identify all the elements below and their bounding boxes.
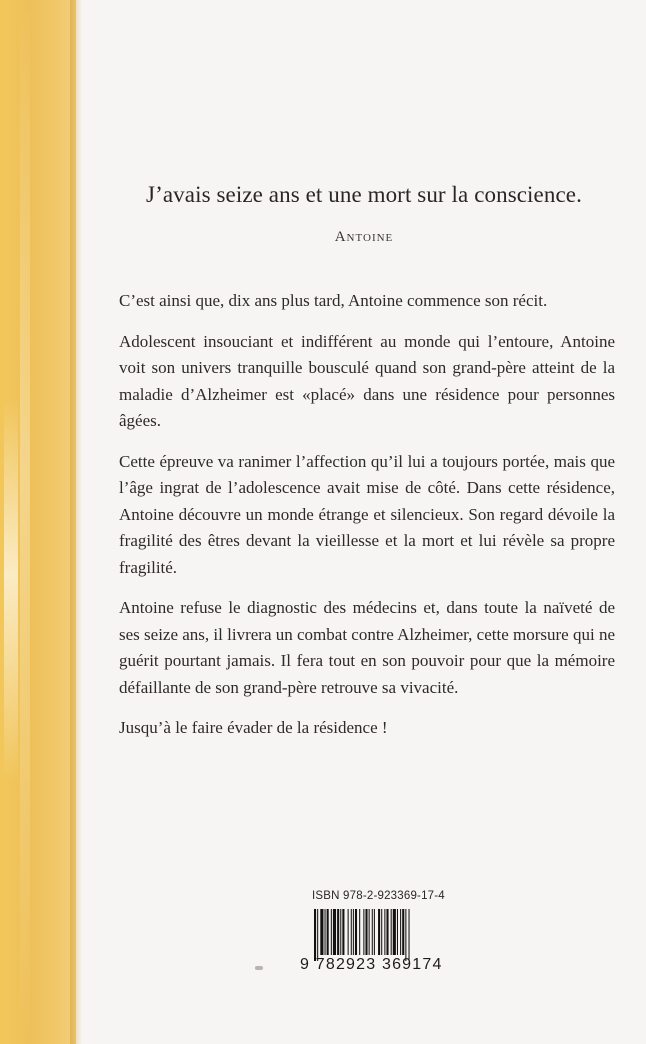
spine-highlight xyxy=(4,0,18,1044)
barcode-bar xyxy=(402,909,404,955)
barcode-bar xyxy=(327,909,329,955)
barcode-bar xyxy=(317,909,318,961)
blurb-paragraph-3: Cette épreuve va ranimer l’affection qu’il lui a toujours portée, mais que l’âge ingrat de l’adolescence avait mise de côté. Dans cette résidence, Antoine découvre un monde étrange et silencieux. Son regard dévoile la fragilité des êtres devant la vieillesse et la mort et lui révèle sa propre fragilité. xyxy=(119,451,615,577)
blurb-paragraph-2: Adolescent insouciant et indifférent au monde qui l’entoure, Antoine voit son univers tranquille bousculé quand son grand-père atteint de la maladie d’Alzheimer est «placé» dans une résidence pour personnes âgées. xyxy=(119,331,615,430)
barcode-bar xyxy=(314,909,316,961)
barcode-bar xyxy=(409,909,410,961)
barcode-bar xyxy=(348,909,349,955)
barcode-bar xyxy=(405,909,406,961)
barcode-bar xyxy=(374,909,375,955)
epigraph-quote: J’avais seize ans et une mort sur la conscience. xyxy=(146,182,582,207)
barcode xyxy=(300,909,460,979)
barcode-bar xyxy=(397,909,398,955)
barcode-bar xyxy=(359,909,360,955)
barcode-bar xyxy=(331,909,332,955)
blurb-paragraph-1: C’est ainsi que, dix ans plus tard, Antoine commence son récit. xyxy=(119,291,548,310)
barcode-bar xyxy=(391,909,392,955)
epigraph-author: Antoine xyxy=(334,229,394,245)
barcode-bar xyxy=(333,909,336,955)
blurb-paragraph-5: Jusqu’à le faire évader de la résidence ! xyxy=(119,718,388,737)
barcode-bar xyxy=(369,909,370,955)
blurb-text xyxy=(119,288,615,756)
barcode-digits: 9 782923 369174 xyxy=(300,956,443,973)
barcode-bar xyxy=(384,909,385,955)
barcode-bar xyxy=(351,909,352,955)
barcode-bar xyxy=(386,909,388,955)
barcode-bar xyxy=(393,909,396,955)
barcode-bar xyxy=(381,909,382,955)
barcode-bar xyxy=(400,909,401,955)
paper-speck xyxy=(255,966,263,970)
barcode-bar xyxy=(365,909,367,955)
barcode-bar xyxy=(340,909,341,955)
isbn-label: ISBN 978-2-923369-17-4 xyxy=(312,890,445,902)
barcode-bar xyxy=(355,909,357,955)
barcode-bar xyxy=(320,909,323,955)
barcode-bar xyxy=(363,909,364,955)
spine-highlight-secondary xyxy=(20,0,30,1044)
barcode-bar xyxy=(325,909,326,955)
barcode-bar xyxy=(353,909,354,955)
barcode-bar xyxy=(372,909,373,955)
barcode-bar xyxy=(337,909,339,955)
spine-shadow xyxy=(70,0,82,1044)
barcode-bar xyxy=(378,909,380,955)
blurb-paragraph-4: Antoine refuse le diagnostic des médecins et, dans toute la naïveté de ses seize ans, il livrera un combat contre Alzheimer, cette morsure qui ne guérit pourtant jamais. Il fera tout en son pouvoir pour que la mémoire défaillante de son grand-père retrouve sa vivacité. xyxy=(119,598,615,697)
barcode-bar xyxy=(342,909,344,955)
